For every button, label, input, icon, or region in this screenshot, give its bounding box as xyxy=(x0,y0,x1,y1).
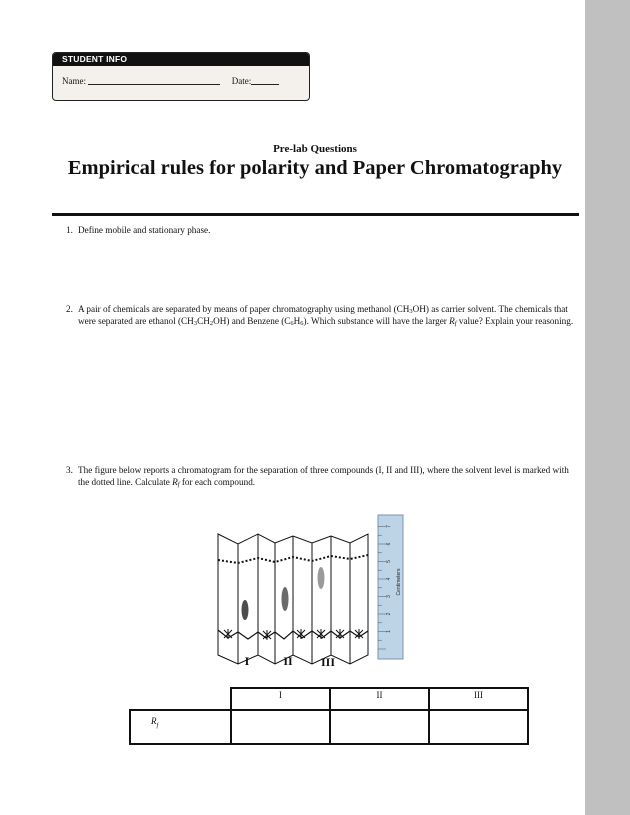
student-info-row xyxy=(53,66,309,86)
spot-compound-i xyxy=(242,600,249,620)
name-label: Name: xyxy=(62,76,86,86)
lane-label-i: I xyxy=(244,654,250,668)
lane-label-ii: II xyxy=(283,654,293,668)
question-text: Define mobile and stationary phase. xyxy=(78,225,211,235)
question-text: A pair of chemicals are separated by means of paper chromatography using methanol $(CH_3OH)$ as carrier solvent. The chemicals that were separated are ethanol $(CH_3CH_2OH)$ and Benzene $(C_6H_6)$. Which substance will have the larger $R_f$ value? Explain your reasoning. xyxy=(78,304,574,328)
title-rule xyxy=(52,213,579,216)
question-2 xyxy=(66,303,581,327)
rf-cell-iii[interactable] xyxy=(429,710,528,744)
rf-cell-ii[interactable] xyxy=(330,710,429,744)
question-number: 2. xyxy=(66,304,73,314)
prelab-heading: Pre-lab Questions xyxy=(273,143,357,155)
name-field[interactable] xyxy=(88,75,220,85)
lane-labels xyxy=(245,654,336,669)
table-header-iii: III xyxy=(429,688,528,710)
date-field[interactable] xyxy=(251,75,279,85)
question-number: 3. xyxy=(66,465,73,475)
question-text: The figure below reports a chromatogram for the separation of three compounds (I, II and III), where the solvent level is marked with the dotted line. Calculate $R_f$ for each compound. xyxy=(78,465,569,489)
ruler-tick-label: 4 xyxy=(386,577,392,581)
ruler-tick-label: 2 xyxy=(386,612,392,616)
ruler-tick-label: 3 xyxy=(386,595,392,598)
table-header-ii: II xyxy=(330,688,429,710)
ruler-label: Centimeters xyxy=(396,568,402,596)
date-label: Date: xyxy=(231,76,252,86)
table-header-i: I xyxy=(231,688,330,710)
student-info-header: STUDENT INFO xyxy=(53,53,309,66)
rf-cell-i[interactable] xyxy=(231,710,330,744)
ruler xyxy=(378,515,403,659)
table-row-label: $R_f$ xyxy=(130,710,231,744)
ruler-tick-label: 5 xyxy=(386,560,392,563)
rf-table xyxy=(129,687,529,745)
question-3 xyxy=(66,464,581,488)
spot-compound-ii xyxy=(282,587,289,611)
spot-compound-iii xyxy=(318,567,325,589)
question-1 xyxy=(66,224,581,236)
student-info-box xyxy=(52,52,310,101)
page-title: Empirical rules for polarity and Paper Chromatography xyxy=(67,157,563,179)
lane-label-iii: III xyxy=(320,655,336,669)
ruler-tick-label: 7 xyxy=(386,525,392,528)
question-number: 1. xyxy=(66,225,73,235)
ruler-tick-label: 6 xyxy=(386,542,392,546)
chromatogram-figure xyxy=(210,510,410,670)
ruler-tick-label: 1 xyxy=(386,630,392,633)
right-sidebar xyxy=(585,0,630,815)
